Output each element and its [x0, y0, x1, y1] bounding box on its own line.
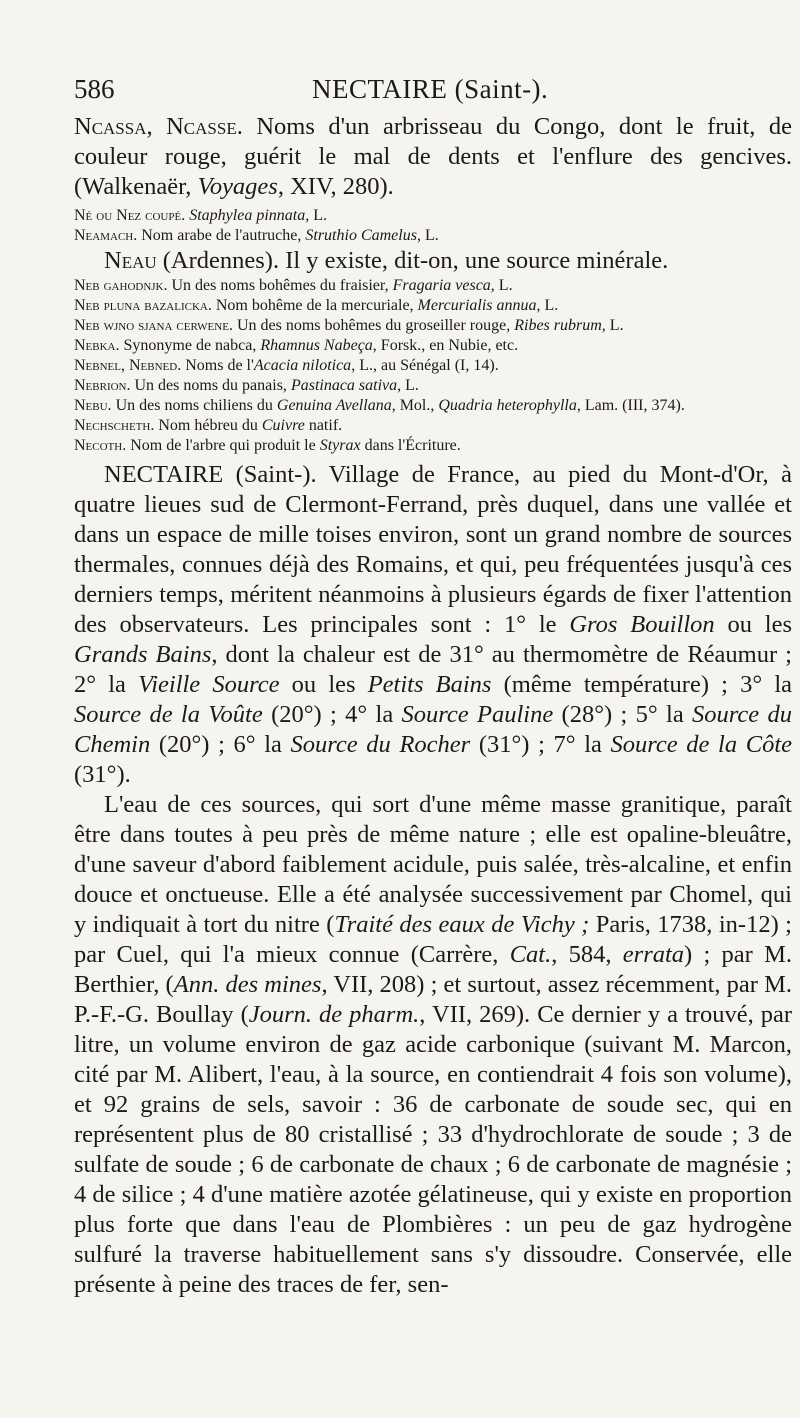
page-number: 586: [74, 74, 115, 104]
entry-ne: Né ou Nez coupé. Staphylea pinnata, L.: [74, 207, 327, 224]
running-title: NECTAIRE (Saint-).: [312, 74, 549, 104]
entry-neau: Neau (Ardennes). Il y existe, dit-on, une source minérale.: [104, 247, 669, 274]
article-headword: NECTAIRE: [104, 461, 224, 488]
headword: Neb pluna bazalicka.: [74, 297, 212, 314]
headword: Neb wjno sjana cerwene.: [74, 317, 233, 334]
headword: Neamach.: [74, 227, 138, 244]
entry-necoth: Necoth. Nom de l'arbre qui produit le Styrax dans l'Écriture.: [74, 437, 461, 454]
headword: Nechscheth.: [74, 417, 155, 434]
entry-neb-pluna: Neb pluna bazalicka. Nom bohême de la mercuriale, Mercurialis annua, L.: [74, 297, 559, 314]
headword: Nebu.: [74, 397, 112, 414]
entry-neb-gahodnjk: Neb gahodnjk. Un des noms bohêmes du fraisier, Fragaria vesca, L.: [74, 277, 513, 294]
headword: Nebnel, Nebned.: [74, 357, 182, 374]
entry-nechscheth: Nechscheth. Nom hébreu du Cuivre natif.: [74, 417, 343, 434]
headword: Ncassa, Ncasse.: [74, 113, 243, 140]
headword: Neb gahodnjk.: [74, 277, 168, 294]
entry-nebu: Nebu. Un des noms chiliens du Genuina Avellana, Mol., Quadria heterophylla, Lam. (III, 374).: [74, 397, 685, 414]
entry-neamach: Neamach. Nom arabe de l'autruche, Struthio Camelus, L.: [74, 227, 439, 244]
headword: Neau: [104, 247, 157, 274]
headword: Nebrion.: [74, 377, 131, 394]
article-nectaire-p1: NECTAIRE (Saint-). Village de France, au pied du Mont-d'Or, à quatre lieues sud de Clermont-Ferrand, près duquel, dans une vallée et dans un espace de mille toises environ, sont un grand nombre de sources thermales, connues déjà des Romains, et qui, peu fréquentées jusqu'à ces derniers temps, méritent néanmoins à plusieurs égards de fixer l'attention des observateurs. Les principales sont : 1° le Gros Bouillon ou les Grands Bains, dont la chaleur est de 31° au thermomètre de Réaumur ; 2° la Vieille Source ou les Petits Bains (même température) ; 3° la Source de la Voûte (20°) ; 4° la Source Pauline (28°) ; 5° la Source du Chemin (20°) ; 6° la Source du Rocher (31°) ; 7° la Source de la Côte (31°).: [74, 461, 793, 788]
entry-nebnel: Nebnel, Nebned. Noms de l'Acacia nilotica, L., au Sénégal (I, 14).: [74, 357, 499, 374]
entry-nebka: Nebka. Synonyme de nabca, Rhamnus Nabeça, Forsk., en Nubie, etc.: [74, 337, 519, 354]
page-header: [74, 72, 792, 112]
headword: Né ou Nez coupé.: [74, 207, 186, 224]
book-page: [74, 72, 792, 1300]
article-nectaire-p2: L'eau de ces sources, qui sort d'une même masse granitique, paraît être dans toutes à peu près de même nature ; elle est opaline-bleuâtre, d'une saveur d'abord faiblement acidule, puis salée, très-alcaline, et enfin douce et onctueuse. Elle a été analysée successivement par Chomel, qui y indiquait à tort du nitre (Traité des eaux de Vichy ; Paris, 1738, in-12) ; par Cuel, qui l'a mieux connue (Carrère, Cat., 584, errata) ; par M. Berthier, (Ann. des mines, VII, 208) ; et surtout, assez récemment, par M. P.-F.-G. Boullay (Journ. de pharm., VII, 269). Ce dernier y a trouvé, par litre, un volume environ de gaz acide carbonique (suivant M. Marcon, cité par M. Alibert, l'eau, à la source, en contiendrait 4 fois son volume), et 92 grains de sels, savoir : 36 de carbonate de soude sec, qui en représentent plus de 80 cristallisé ; 33 d'hydrochlorate de soude ; 3 de sulfate de soude ; 6 de carbonate de chaux ; 6 de carbonate de magnésie ; 4 de silice ; 4 d'une matière azotée gélatineuse, qui y existe en proportion plus forte que dans l'eau de Plombières : un peu de gaz hydrogène sulfuré la traverse habituellement sans s'y dissoudre. Conservée, elle présente à peine des traces de fer, sen-: [74, 791, 793, 1298]
entry-neb-wjno: Neb wjno sjana cerwene. Un des noms bohêmes du groseiller rouge, Ribes rubrum, L.: [74, 317, 624, 334]
headword: Nebka.: [74, 337, 120, 354]
headword: Necoth.: [74, 437, 127, 454]
entry-ncassa: Ncassa, Ncasse. Noms d'un arbrisseau du Congo, dont le fruit, de couleur rouge, guérit le mal de dents et l'enflure des gencives. (Walkenaër, Voyages, XIV, 280).: [74, 113, 792, 200]
entry-nebrion: Nebrion. Un des noms du panais, Pastinaca sativa, L.: [74, 377, 419, 394]
